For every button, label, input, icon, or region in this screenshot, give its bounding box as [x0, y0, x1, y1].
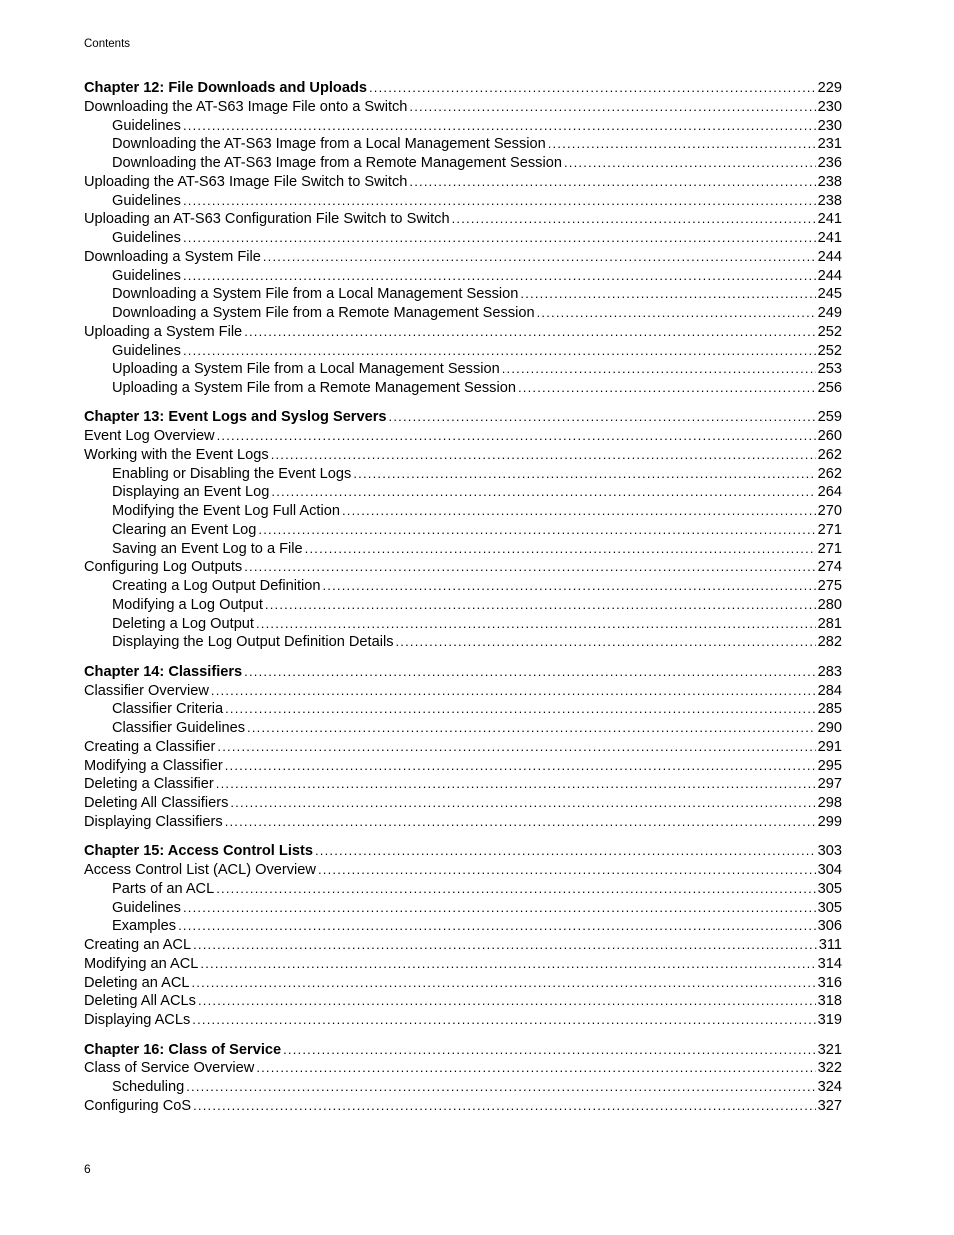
dot-leader: [548, 135, 816, 154]
toc-page-number: 319: [817, 1012, 842, 1029]
toc-entry-title: Downloading a System File: [84, 248, 261, 265]
toc-page-number: 271: [817, 540, 842, 557]
toc-subsection-entry[interactable]: [84, 117, 842, 136]
toc-section-entry[interactable]: [84, 738, 842, 757]
toc-page-number: 229: [817, 80, 842, 96]
toc-entry-title: Chapter 14: Classifiers: [84, 663, 243, 680]
toc-subsection-entry[interactable]: [84, 700, 842, 719]
table-of-contents: [84, 79, 842, 1126]
toc-entry-title: Working with the Event Logs: [84, 446, 269, 463]
toc-page-number: 291: [817, 738, 842, 755]
toc-page-number: 321: [817, 1041, 842, 1058]
dot-leader: [265, 596, 816, 615]
dot-leader: [225, 757, 816, 776]
toc-subsection-entry[interactable]: [84, 502, 842, 521]
toc-page-number: 260: [817, 428, 842, 445]
toc-section-entry[interactable]: [84, 955, 842, 974]
toc-page-number: 283: [817, 663, 842, 680]
dot-leader: [271, 446, 816, 465]
chapter-block: [84, 842, 842, 1030]
toc-entry-title: Modifying a Log Output: [112, 596, 263, 613]
dot-leader: [318, 861, 816, 880]
toc-section-entry[interactable]: [84, 1011, 842, 1030]
dot-leader: [217, 427, 816, 446]
toc-chapter-heading[interactable]: [84, 842, 842, 861]
toc-entry-title: Chapter 15: Access Control Lists: [84, 843, 313, 860]
toc-page-number: 280: [817, 596, 842, 613]
dot-leader: [200, 955, 815, 974]
toc-section-entry[interactable]: [84, 1097, 842, 1116]
toc-entry-title: Saving an Event Log to a File: [112, 540, 303, 557]
toc-subsection-entry[interactable]: [84, 135, 842, 154]
dot-leader: [198, 992, 816, 1011]
dot-leader: [564, 154, 816, 173]
dot-leader: [216, 880, 815, 899]
toc-entry-title: Modifying an ACL: [84, 955, 199, 972]
toc-page-number: 305: [817, 880, 842, 897]
dot-leader: [315, 842, 816, 861]
toc-page-number: 270: [817, 503, 842, 520]
toc-page-number: 262: [817, 465, 842, 482]
dot-leader: [342, 502, 816, 521]
toc-entry-title: Guidelines: [112, 342, 181, 359]
toc-entry-title: Modifying a Classifier: [84, 757, 223, 774]
toc-page-number: 282: [817, 634, 842, 651]
toc-subsection-entry[interactable]: [84, 615, 842, 634]
toc-page-number: 314: [817, 955, 842, 972]
toc-page-number: 264: [817, 484, 842, 501]
toc-entry-title: Modifying the Event Log Full Action: [112, 503, 340, 520]
chapter-block: [84, 79, 842, 398]
toc-entry-title: Guidelines: [112, 230, 181, 246]
dot-leader: [186, 1078, 815, 1097]
toc-page-number: 244: [817, 267, 842, 284]
toc-entry-title: Clearing an Event Log: [112, 521, 257, 538]
toc-entry-title: Chapter 12: File Downloads and Uploads: [84, 80, 367, 96]
toc-section-entry[interactable]: [84, 757, 842, 776]
toc-entry-title: Guidelines: [112, 267, 181, 284]
toc-chapter-heading[interactable]: [84, 79, 842, 98]
toc-subsection-entry[interactable]: [84, 540, 842, 559]
toc-page-number: 236: [817, 155, 842, 171]
toc-page-number: 274: [817, 559, 842, 576]
toc-section-entry[interactable]: [84, 813, 842, 832]
toc-subsection-entry[interactable]: [84, 285, 842, 304]
toc-subsection-entry[interactable]: [84, 719, 842, 738]
toc-page-number: 305: [817, 899, 842, 916]
dot-leader: [193, 1097, 816, 1116]
toc-entry-title: Guidelines: [112, 192, 181, 209]
toc-page-number: 284: [817, 682, 842, 699]
dot-leader: [518, 379, 816, 398]
toc-subsection-entry[interactable]: [84, 521, 842, 540]
toc-entry-title: Classifier Overview: [84, 682, 209, 699]
toc-section-entry[interactable]: [84, 775, 842, 794]
toc-entry-title: Downloading the AT-S63 Image File onto a Switch: [84, 98, 408, 115]
toc-page-number: 230: [817, 98, 842, 115]
toc-subsection-entry[interactable]: [84, 229, 842, 248]
dot-leader: [256, 615, 816, 634]
dot-leader: [230, 794, 815, 813]
toc-page-number: 281: [817, 615, 842, 632]
dot-leader: [502, 360, 816, 379]
dot-leader: [216, 775, 816, 794]
dot-leader: [283, 1041, 816, 1060]
toc-entry-title: Displaying an Event Log: [112, 484, 270, 501]
toc-page-number: 303: [817, 843, 842, 860]
toc-page-number: 231: [817, 136, 842, 153]
dot-leader: [183, 192, 816, 211]
toc-entry-title: Uploading a System File: [84, 323, 243, 340]
dot-leader: [192, 1011, 815, 1030]
toc-chapter-heading[interactable]: [84, 408, 842, 427]
dot-leader: [247, 719, 816, 738]
toc-page-number: 253: [817, 361, 842, 378]
dot-leader: [244, 323, 815, 342]
toc-subsection-entry[interactable]: [84, 360, 842, 379]
toc-page-number: 259: [817, 409, 842, 426]
toc-entry-title: Configuring CoS: [84, 1097, 192, 1114]
toc-page-number: 238: [817, 192, 842, 209]
toc-entry-title: Creating a Log Output Definition: [112, 578, 321, 595]
toc-page-number: 244: [817, 248, 842, 265]
toc-subsection-entry[interactable]: [84, 917, 842, 936]
page-number: 6: [84, 1162, 91, 1176]
toc-page-number: 318: [817, 993, 842, 1010]
toc-entry-title: Examples: [112, 918, 177, 935]
toc-section-entry[interactable]: [84, 558, 842, 577]
toc-section-entry[interactable]: [84, 974, 842, 993]
dot-leader: [211, 682, 816, 701]
toc-page-number: 230: [817, 117, 842, 134]
toc-entry-title: Chapter 16: Class of Service: [84, 1041, 282, 1058]
toc-entry-title: Creating an ACL: [84, 937, 192, 954]
toc-section-entry[interactable]: [84, 427, 842, 446]
toc-entry-title: Guidelines: [112, 117, 181, 134]
toc-page-number: 238: [817, 173, 842, 190]
dot-leader: [183, 229, 816, 248]
toc-page-number: 245: [817, 286, 842, 303]
toc-entry-title: Deleting a Classifier: [84, 776, 214, 793]
toc-section-entry[interactable]: [84, 936, 842, 955]
toc-page-number: 304: [817, 862, 842, 879]
dot-leader: [225, 700, 816, 719]
dot-leader: [537, 304, 816, 323]
toc-page-number: 327: [817, 1097, 842, 1114]
toc-section-entry[interactable]: [84, 992, 842, 1011]
dot-leader: [225, 813, 816, 832]
dot-leader: [193, 936, 817, 955]
toc-entry-title: Deleting All ACLs: [84, 993, 196, 1010]
dot-leader: [452, 210, 816, 229]
toc-page-number: 249: [817, 305, 842, 321]
toc-section-entry[interactable]: [84, 446, 842, 465]
toc-page-number: 297: [817, 776, 842, 793]
toc-entry-title: Displaying Classifiers: [84, 813, 223, 830]
toc-entry-title: Displaying the Log Output Definition Details: [112, 634, 394, 651]
toc-section-entry[interactable]: [84, 210, 842, 229]
toc-section-entry[interactable]: [84, 248, 842, 267]
toc-page-number: 306: [817, 918, 842, 935]
toc-entry-title: Uploading a System File from a Remote Management Session: [112, 380, 516, 396]
toc-entry-title: Class of Service Overview: [84, 1060, 255, 1077]
toc-page-number: 290: [817, 720, 842, 737]
toc-subsection-entry[interactable]: [84, 342, 842, 361]
dot-leader: [271, 483, 815, 502]
toc-subsection-entry[interactable]: [84, 267, 842, 286]
toc-section-entry[interactable]: [84, 794, 842, 813]
toc-entry-title: Chapter 13: Event Logs and Syslog Servers: [84, 409, 387, 426]
dot-leader: [244, 663, 815, 682]
dot-leader: [244, 558, 815, 577]
dot-leader: [183, 117, 816, 136]
dot-leader: [191, 974, 815, 993]
dot-leader: [183, 342, 816, 361]
dot-leader: [369, 79, 816, 98]
toc-entry-title: Displaying ACLs: [84, 1012, 191, 1029]
dot-leader: [178, 917, 816, 936]
dot-leader: [183, 267, 816, 286]
toc-page-number: 252: [817, 342, 842, 359]
toc-entry-title: Creating a Classifier: [84, 738, 216, 755]
toc-subsection-entry[interactable]: [84, 633, 842, 652]
toc-page-number: 311: [818, 937, 842, 954]
toc-section-entry[interactable]: [84, 323, 842, 342]
toc-entry-title: Enabling or Disabling the Event Logs: [112, 465, 352, 482]
toc-page-number: 256: [817, 380, 842, 396]
toc-section-entry[interactable]: [84, 682, 842, 701]
toc-subsection-entry[interactable]: [84, 1078, 842, 1097]
dot-leader: [353, 465, 815, 484]
toc-entry-title: Deleting a Log Output: [112, 615, 254, 632]
toc-entry-title: Configuring Log Outputs: [84, 559, 243, 576]
toc-subsection-entry[interactable]: [84, 192, 842, 211]
toc-page-number: 322: [817, 1060, 842, 1077]
toc-entry-title: Classifier Criteria: [112, 701, 224, 718]
dot-leader: [520, 285, 815, 304]
toc-entry-title: Parts of an ACL: [112, 880, 215, 897]
toc-subsection-entry[interactable]: [84, 899, 842, 918]
toc-entry-title: Access Control List (ACL) Overview: [84, 862, 316, 879]
toc-subsection-entry[interactable]: [84, 154, 842, 173]
toc-chapter-heading[interactable]: [84, 663, 842, 682]
toc-entry-title: Uploading an AT-S63 Configuration File Switch to Switch: [84, 211, 450, 228]
dot-leader: [256, 1059, 815, 1078]
toc-page-number: 262: [817, 446, 842, 463]
dot-leader: [183, 899, 816, 918]
toc-section-entry[interactable]: [84, 861, 842, 880]
chapter-block: [84, 663, 842, 832]
toc-subsection-entry[interactable]: [84, 304, 842, 323]
dot-leader: [305, 540, 816, 559]
toc-subsection-entry[interactable]: [84, 483, 842, 502]
toc-entry-title: Deleting All Classifiers: [84, 795, 229, 812]
toc-subsection-entry[interactable]: [84, 465, 842, 484]
toc-page-number: 324: [817, 1079, 842, 1095]
toc-subsection-entry[interactable]: [84, 596, 842, 615]
toc-entry-title: Event Log Overview: [84, 428, 215, 445]
toc-page-number: 298: [817, 795, 842, 812]
toc-page-number: 316: [817, 974, 842, 991]
toc-page-number: 241: [817, 230, 842, 246]
toc-section-entry[interactable]: [84, 173, 842, 192]
toc-entry-title: Downloading the AT-S63 Image from a Remote Management Session: [112, 155, 562, 171]
toc-entry-title: Downloading the AT-S63 Image from a Local Management Session: [112, 136, 546, 153]
toc-section-entry[interactable]: [84, 1059, 842, 1078]
toc-page-number: 285: [817, 701, 842, 718]
toc-page-number: 252: [817, 323, 842, 340]
running-header: Contents: [84, 38, 131, 50]
toc-page-number: 295: [817, 757, 842, 774]
dot-leader: [323, 577, 816, 596]
chapter-block: [84, 408, 842, 652]
toc-entry-title: Guidelines: [112, 899, 181, 916]
dot-leader: [409, 98, 815, 117]
toc-entry-title: Classifier Guidelines: [112, 720, 246, 737]
toc-entry-title: Uploading a System File from a Local Management Session: [112, 361, 500, 378]
toc-entry-title: Downloading a System File from a Local Management Session: [112, 286, 519, 303]
chapter-block: [84, 1041, 842, 1116]
toc-entry-title: Deleting an ACL: [84, 974, 190, 991]
toc-page-number: 241: [817, 211, 842, 228]
dot-leader: [258, 521, 815, 540]
toc-subsection-entry[interactable]: [84, 577, 842, 596]
dot-leader: [396, 633, 816, 652]
toc-page-number: 299: [817, 813, 842, 830]
dot-leader: [263, 248, 816, 267]
toc-section-entry[interactable]: [84, 98, 842, 117]
dot-leader: [409, 173, 815, 192]
toc-entry-title: Uploading the AT-S63 Image File Switch to Switch: [84, 173, 408, 190]
toc-chapter-heading[interactable]: [84, 1041, 842, 1060]
toc-subsection-entry[interactable]: [84, 379, 842, 398]
toc-page-number: 275: [817, 578, 842, 595]
toc-entry-title: Downloading a System File from a Remote Management Session: [112, 305, 535, 321]
toc-subsection-entry[interactable]: [84, 880, 842, 899]
toc-page-number: 271: [817, 521, 842, 538]
dot-leader: [389, 408, 816, 427]
dot-leader: [217, 738, 815, 757]
toc-entry-title: Scheduling: [112, 1079, 185, 1095]
